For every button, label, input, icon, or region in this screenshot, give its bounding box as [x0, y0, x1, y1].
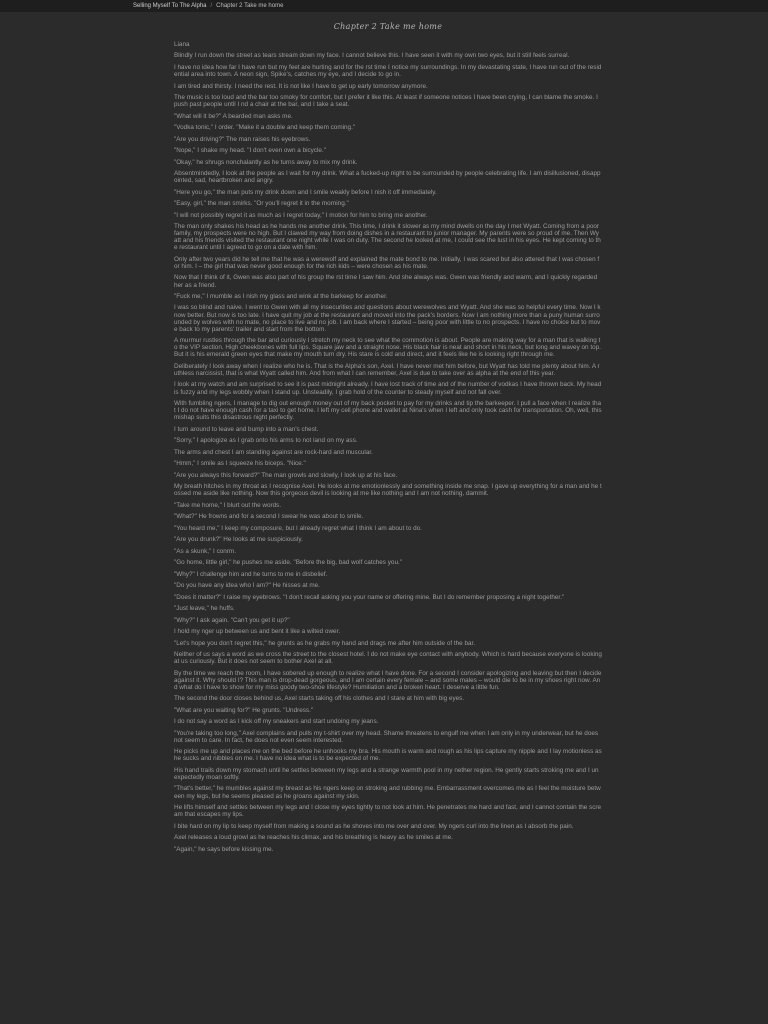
chapter-paragraph: Now that I think of it, Gwen was also part of his group the rst time I saw him. And she always was. Gwen was friendly and warm, and I quickly regarded her as a friend. [174, 274, 598, 289]
chapter-paragraph: "Why?" I challenge him and he turns to me in disbelief. [174, 570, 328, 578]
chapter-paragraph: I bite hard on my lip to keep myself from making a sound as he shoves into me over and over. My ngers curl into the linen as I absorb the pain. [174, 822, 574, 830]
chapter-paragraph: "Are you always this forward?" The man growls and slowly, I look up at his face. [174, 471, 398, 479]
chapter-paragraph: A murmur rustles through the bar and curiously I stretch my neck to see what the commotion is about. People are making way for a man that is walking to the VIP section. High cheekbones with full lips. Square jaw and a straight nose. His black hair is neat and short in his neck, but long and wavey on top. But it is his emerald green eyes that make my mouth turn dry. His stare is cold and direct, and it feels like he is looking right through me. [174, 337, 601, 359]
chapter-paragraph: "As a skunk," I conrm. [174, 547, 236, 555]
chapter-paragraph: "I will not possibly regret it as much as I regret today," I motion for him to bring me another. [174, 211, 428, 219]
chapter-paragraph: "Let's hope you don't regret this," he grunts as he grabs my hand and drags me after him outside of the bar. [174, 639, 476, 647]
chapter-paragraph: The second the door closes behind us, Axel starts taking off his clothes and I stare at him with big eyes. [174, 695, 465, 703]
chapter-paragraph: "Easy, girl," the man smirks. "Or you'll regret it in the morning." [174, 200, 349, 208]
chapter-paragraph: I have no idea how far I have run but my feet are hurting and for the rst time I notice my surroundings. In my devastating state, I have run out of the residential area into town. A neon sign, Spike's, catches my eye, and I decide to go in. [174, 63, 602, 79]
chapter-paragraph: The man only shakes his head as he hands me another drink. This time, I drink it slower as my mind dwells on the day I met Wyatt. Coming from a poor family, my prospects were no high. But I clawed my way from doing dishes in a restaurant to junior manager. My parents were so proud of me. Then Wyatt and his friends visited the restaurant one night while I was on duty. The second he looked at me, I could see the lust in his eyes. He kept coming to the restaurant until I agreed to go on a date with him. [174, 223, 601, 252]
chapter-paragraph: "Fuck me," I mumble as I nish my glass and wink at the barkeep for another. [174, 292, 388, 300]
chapter-paragraph: "You heard me," I keep my composure, but I already regret what I think I am about to do. [174, 524, 422, 532]
chapter-paragraph: I was so blind and naive. I went to Gwen with all my insecurities and questions about werewolves and Wyatt. And she was so helpful every time. Now I know better. But now is too late. I have quit my job at the restaurant and moved into the pack's borders. Now I am nothing more than a puny human surrounded by wolves with no mate, no place to live and no job. I am back where I started – being poor with little to no prospects. I have no choice but to move back to my parents' trailer and start from the bottom. [174, 304, 601, 333]
chapter-paragraph: Only after two years did he tell me that he was a werewolf and explained the mate bond to me. Initially, I was scared but also attered that I was chosen for him. I – the girl that was never good enough for the rich kids – were chosen as his mate. [174, 255, 600, 270]
chapter-paragraph: "What?" He frowns and for a second I swear he was about to smile. [174, 513, 364, 521]
chapter-paragraph: "Again," he says before kissing me. [174, 845, 274, 853]
chapter-paragraph: "Just leave," he huffs. [174, 605, 235, 613]
chapter-title: Chapter 2 Take me home [333, 22, 443, 31]
chapter-paragraph: With fumbling ngers, I manage to dig out enough money out of my back pocket to pay for my drinks and tip the barkeeper. I pull a face when I realize that I do not have enough cash for a taxi to get home. I left my cell phone and wallet at Nina's when I left and only took cash for transportation. Oh, well, this mishap suits this disastrous night perfectly. [174, 400, 602, 422]
chapter-paragraph: Deliberately I look away when I realize who he is. That is the Alpha's son, Axel. I have never met him before, but Wyatt has told me plenty about him. A ruthless narcissist, that is what Wyatt called him. And from what I can remember, Axel is due to take over as alpha at the end of this year. [174, 362, 600, 377]
breadcrumb [0, 0, 768, 12]
chapter-paragraph: "Nope," I shake my head. "I don't even own a bicycle." [174, 147, 326, 155]
chapter-paragraph: The music is too loud and the bar too smoky for comfort, but I prefer it like this. At least if someone notices I have been crying, I can blame the smoke. I push past people until I nd a chair at the bar, and I take a seat. [174, 94, 598, 109]
chapter-paragraph: "Go home, little girl," he pushes me aside. "Before the big, bad wolf catches you." [174, 559, 402, 567]
chapter-paragraph: I do not say a word as I kick off my sneakers and start undoing my jeans. [174, 718, 379, 726]
chapter-paragraph: I turn around to leave and bump into a man's chest. [174, 425, 319, 433]
chapter-paragraph: "What will it be?" A bearded man asks me. [174, 112, 293, 120]
breadcrumb-current-chapter: Chapter 2 Take me home [216, 3, 284, 9]
chapter-paragraph: I hold my nger up between us and bent it like a wilted ower. [174, 628, 341, 636]
chapter-paragraph: Liana [174, 41, 190, 48]
chapter-paragraph: My breath hitches in my throat as I recognise Axel. He looks at me emotionlessly and something inside me snap. I gave up everything for a man and he tossed me aside like nothing. Now this gorgeous devil is looking at me like nothing and I am not nothing, dammit. [174, 483, 602, 498]
chapter-paragraph: By the time we reach the room, I have sobered up enough to realize what I have done. For a second I consider apologizing and leaving but then I decide against it. Why should I? This man is drop-dead gorgeous, and I am certain every female – and some males – would die to be in my shoes right now. And what do I have to show for my miss goody two-shoe lifestyle? Humiliation and a broken heart. I deserve a little fun. [174, 669, 602, 691]
chapter-paragraph: "Vodka tonic," I order. "Make it a double and keep them coming." [174, 124, 356, 132]
chapter-paragraph: "Are you drunk?" He looks at me suspiciously. [174, 536, 303, 544]
breadcrumb-separator: / [210, 3, 213, 9]
chapter-paragraph: Axel releases a loud growl as he reaches his climax, and his breathing is heavy as he smiles at me. [174, 834, 453, 842]
chapter-paragraph: "Why?" I ask again. "Can't you get it up?" [174, 616, 290, 624]
chapter-paragraph: "Take me home," I blurt out the words. [174, 501, 282, 509]
chapter-paragraph: "What are you waiting for?" He grunts. "Undress." [174, 706, 314, 714]
chapter-paragraph: Neither of us says a word as we cross the street to the closest hotel. I do not make eye contact with anybody. Which is hard because everyone is looking at us curiously. But it does not seem to bother Axel at all. [174, 651, 602, 666]
chapter-paragraph: "Hmm," I smile as I squeeze his biceps. "Nice." [174, 460, 306, 468]
chapter-paragraph: He picks me up and places me on the bed before he unhooks my bra. His mouth is warm and rough as his lips capture my nipple and I lay motionless as he sucks and nibbles on me. I have no idea what is to be expected of me. [174, 748, 602, 763]
chapter-paragraph: His hand trails down my stomach until he settles between my legs and a strange warmth pool in my nether region. He gently starts stroking me and I unexpectedly moan softly. [174, 766, 599, 781]
chapter-paragraph: The arms and chest I am standing against are rock-hard and muscular. [174, 448, 373, 456]
chapter-paragraph: "Here you go," the man puts my drink down and I smile weakly before I nish it off immediately. [174, 188, 437, 196]
breadcrumb-book-link[interactable]: Selling Myself To The Alpha [133, 3, 207, 9]
chapter-paragraph: I look at my watch and am surprised to see it is past midnight already. I have lost track of time and of the number of vodkas I have thrown back. My head is fuzzy and my legs wobbly when I stand up. Unsteadily, I grab hold of the counter to steady myself and not fall over. [174, 381, 602, 396]
chapter-paragraph: Absentmindedly, I look at the people as I wait for my drink. What a fucked-up night to be surrounded by people celebrating life. I am disillusioned, disappointed, sad, heartbroken and angry. [174, 170, 601, 185]
chapter-paragraph: "Sorry," I apologize as I grab onto his arms to not land on my ass. [174, 437, 358, 445]
chapter-paragraph: "Are you driving?" The man raises his eyebrows. [174, 135, 311, 143]
chapter-paragraph: I am tired and thirsty. I need the rest. It is not like I have to get up early tomorrow anymore. [174, 82, 428, 90]
chapter-paragraph: Blindly I run down the street as tears stream down my face. I cannot believe this. I have seen it with my own two eyes, but it still feels surreal. [174, 52, 570, 60]
chapter-reader [174, 20, 602, 857]
chapter-paragraph: "Okay," he shrugs nonchalantly as he turns away to mix my drink. [174, 158, 358, 166]
chapter-paragraph: He lifts himself and settles between my legs and I close my eyes tightly to not look at him. He penetrates me hard and fast, and I cannot contain the scream that escapes my lips. [174, 804, 602, 819]
chapter-paragraph: "Does it matter?" I raise my eyebrows. "I don't recall asking you your name or offering mine. But I do remember proposing a night together." [174, 593, 565, 601]
chapter-paragraph: "That's better," he mumbles against my breast as his ngers keep on stroking and rubbing me. Embarrassment overcomes me as I feel the moisture between my legs, but he seems pleased as he groans against my skin. [174, 785, 601, 800]
chapter-body [174, 41, 602, 853]
chapter-paragraph: "You're taking too long," Axel complains and pulls my t-shirt over my head. Shame threatens to engulf me when I am only in my underwear, but he does not seem to care. In fact, he does not even seem interested. [174, 729, 599, 744]
chapter-paragraph: "Do you have any idea who I am?" He hisses at me. [174, 582, 320, 590]
